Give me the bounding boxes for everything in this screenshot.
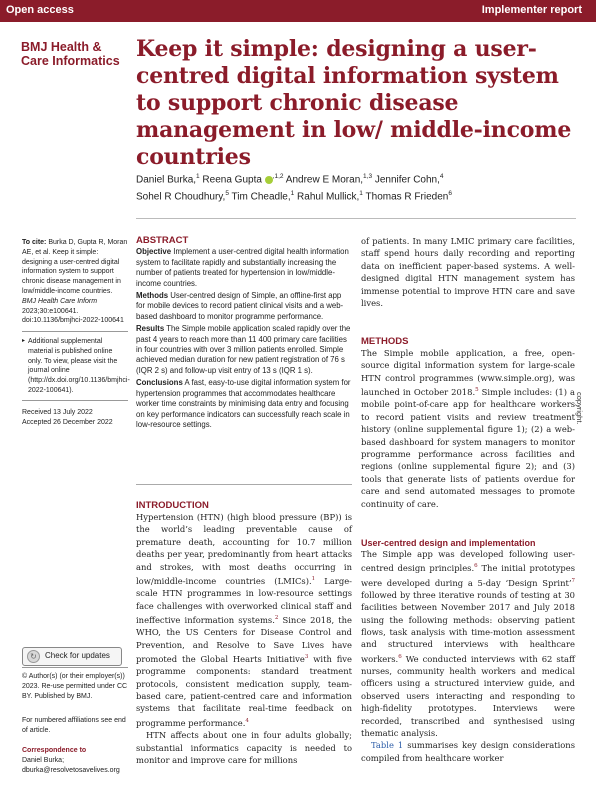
- journal-name-line1: BMJ Health &: [21, 40, 102, 54]
- ucd-paragraph: The Simple app was developed following user-centred design principles.$^6$ The initial prototypes were developed during a 5-day ‘Design Sprint’$^7$ followed by three iterative rounds of testing at 30 facilities between November 2017 and July 2018 using the following methods: observing patient flows, task analysis with time-motion assessment and structured interviews with healthcare workers.$^6$ We conducted interviews with 62 staff nurses, community health workers and medical officers using a structured interview guide, and observed users interacting and responding to high-fidelity prototypes. Interviews were recorded, transcribed and synthesised using thematic analysis.: [361, 549, 575, 739]
- author-name[interactable]: Andrew E Moran,: [283, 174, 364, 186]
- journal-name-line2: Care Informatics: [21, 54, 120, 68]
- author-line-1: [136, 170, 576, 187]
- citation-ref[interactable]: 6: [474, 563, 478, 570]
- journal-logo: [21, 40, 131, 68]
- dates-block: [22, 408, 128, 428]
- author-affil: 5: [225, 190, 229, 198]
- author-affil: 1,3: [363, 173, 373, 180]
- author-affil: 1: [359, 190, 363, 198]
- intro-paragraph: HTN affects about one in four adults globally; substantial informatics capacity is needed to monitor and improve care for millions: [136, 730, 352, 765]
- conclusions-label: Conclusions: [136, 378, 183, 388]
- check-updates-button[interactable]: [22, 647, 122, 666]
- correspondence-name: Daniel Burka;: [22, 756, 65, 764]
- open-access-label: Open access: [6, 4, 74, 16]
- author-name[interactable]: Thomas R Frieden: [362, 191, 449, 203]
- author-name[interactable]: Rahul Mullick,: [294, 191, 360, 203]
- sidebar-divider: [22, 667, 128, 668]
- citation-ref[interactable]: 4: [245, 717, 249, 724]
- report-type-label: Implementer report: [481, 4, 582, 16]
- abstract-divider: [136, 484, 352, 485]
- copyright-vertical: copyright.: [575, 392, 584, 425]
- received-date: Received 13 July 2022: [22, 409, 93, 416]
- supplemental-note: [22, 337, 128, 396]
- affiliations-text: For numbered affiliations see end of article.: [22, 717, 126, 734]
- copyright-text: © Author(s) (or their employer(s)) 2023. Re-use permitted under CC BY. Published by BMJ.: [22, 673, 128, 700]
- methods-text: User-centred design of Simple, an offline-first app for mobile devices to record patient clinical visits and a web-based dashboard to monitor programme performance.: [136, 291, 344, 321]
- methods-label: Methods: [136, 291, 169, 301]
- correspondence-email[interactable]: dburka@resolvetosavelives.org: [22, 766, 120, 774]
- cite-journal: BMJ Health Care Inform: [22, 297, 98, 305]
- cite-text: Burka D, Gupta R, Moran AE, et al. Keep it simple: designing a user-centred digital information system to support chronic disease management in low/middle-income countries.: [22, 239, 128, 295]
- author-name[interactable]: Daniel Burka,: [136, 174, 197, 186]
- sidebar-divider: [22, 331, 128, 332]
- accepted-date: Accepted 26 December 2022: [22, 418, 113, 426]
- table-1-link[interactable]: Table 1: [371, 740, 404, 751]
- intro-continued-paragraph: of patients. In many LMIC primary care facilities, staff spend hours daily recording and reporting data on inefficient paper-based systems. A well-designed digital HTN management system has immense potential to improve HTN care and save lives.: [361, 236, 575, 309]
- author-affil: 1: [196, 173, 200, 180]
- citation-block: [22, 238, 128, 326]
- author-affil: 4: [439, 173, 444, 180]
- ucd-section: [361, 538, 575, 764]
- citation-ref[interactable]: 5: [475, 387, 479, 394]
- results-text: The Simple mobile application scaled rapidly over the past 4 years to reach more than 11 400 primary care facilities in four countries with over 3 million patients enrolled. Simple achieved median duration for new patient registration of 76 s (IQR 2 s) and follow-up visit entry of 13 s (IQR 1 s).: [136, 324, 351, 375]
- author-affil: 1: [290, 190, 295, 198]
- intro-paragraph: Hypertension (HTN) (high blood pressure (BP)) is the world’s leading preventable cause of premature death, accounting for 10.7 million deaths per year, predominantly from heart attacks and strokes, with most deaths occurring in low/middle-income countries (LMICs).$^1$ Large-scale HTN programmes in low-resource settings face challenges with overworked clinical staff and ineffective information systems.$^2$ Since 2018, the WHO, the US Centers for Disease Control and Prevention, and Resolve to Save Lives have promoted the Global Hearts Initiative$^3$ with five programme components: standard treatment protocols, consistent medication supply, team-based care, patient-centred care and information systems that facilitate real-time feedback on programme performance.$^4$: [136, 512, 352, 728]
- conclusions-text: A fast, easy-to-use digital information system for hypertension programmes that accommodates healthcare worker time constraints by minimising data entry and focusing on key performance indicators can successfully reach scale in low-resource settings.: [136, 378, 351, 429]
- correspondence-label: Correspondence to: [22, 747, 87, 754]
- cite-label: To cite:: [22, 239, 47, 246]
- article-title: Keep it simple: designing a user-centred digital information system to support chronic disease management in low/ middle-income countries: [136, 36, 572, 170]
- objective-label: Objective: [136, 247, 172, 257]
- citation-ref[interactable]: 3: [304, 654, 309, 661]
- abstract: [136, 236, 352, 432]
- sidebar-divider: [22, 400, 128, 401]
- orcid-icon[interactable]: [265, 176, 273, 184]
- author-name[interactable]: Reena Gupta: [199, 174, 265, 186]
- author-name[interactable]: Jennifer Cohn,: [372, 174, 440, 186]
- affiliations-note: [22, 716, 128, 736]
- methods-section: [361, 336, 575, 510]
- introduction-heading: INTRODUCTION: [136, 500, 209, 511]
- author-affil: ,1,2: [272, 173, 284, 180]
- methods-paragraph: The Simple mobile application, a free, open-source digital information system for large-scale HTN control programmes (www.simple.org), was launched in October 2018.$^5$ Simple includes: (1) a mobile point-of-care app for healthcare workers to record patient visits and review treatment history (online supplemental figure 1); (2) a web-based dashboard for system managers to monitor programme performance across facilities and regions (online supplemental figure 2); and (3) tools that generate lists of patients overdue for care and send automated messages to promote continuity of care.: [361, 348, 575, 509]
- introduction-section: [136, 500, 352, 766]
- ucd-heading: User-centred design and implementation: [361, 538, 536, 548]
- author-affil: 6: [448, 190, 452, 198]
- citation-ref[interactable]: 1: [311, 576, 316, 583]
- header-bar: [0, 0, 596, 22]
- objective-text: Implement a user-centred digital health information system to facilitate rapidly and substantially increasing the number of patients treated for hypertension in low/middle-income countries.: [136, 247, 349, 288]
- table-ref-paragraph: Table 1 summarises key design considerations compiled from healthcare worker: [361, 740, 575, 763]
- abstract-heading: ABSTRACT: [136, 235, 189, 246]
- methods-heading: METHODS: [361, 336, 409, 347]
- right-column: [361, 235, 575, 309]
- supplemental-text[interactable]: ▸ Additional supplemental material is published online only. To view, please visit the journal online (http://dx.doi.org/10.1136/bmjhci-2022-100641).: [22, 337, 128, 396]
- author-list: [136, 170, 576, 205]
- cite-doi[interactable]: 2023;30:e100641. doi:10.1136/bmjhci-2022-100641: [22, 307, 124, 325]
- author-name[interactable]: Tim Cheadle,: [228, 191, 291, 203]
- title-divider: [136, 218, 576, 219]
- citation-ref[interactable]: 6: [398, 653, 402, 660]
- refresh-icon: ↻: [27, 650, 40, 663]
- copyright-block: [22, 672, 128, 701]
- results-label: Results: [136, 324, 165, 334]
- citation-ref[interactable]: 7: [571, 577, 575, 584]
- check-updates-label: Check for updates: [45, 651, 110, 660]
- author-line-2: [136, 187, 576, 204]
- citation-ref[interactable]: 2: [274, 615, 279, 622]
- correspondence-block: [22, 746, 128, 775]
- author-name[interactable]: Sohel R Choudhury,: [136, 191, 226, 203]
